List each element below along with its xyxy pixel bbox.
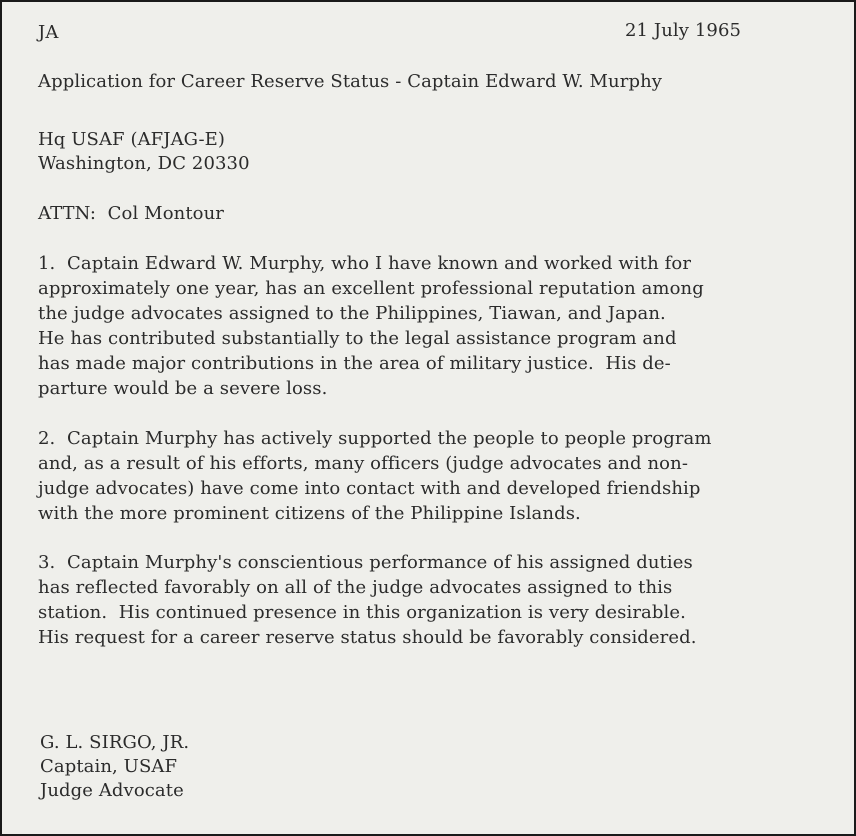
paragraph-line: has reflected favorably on all of the judge advocates assigned to this	[38, 577, 673, 598]
office-symbol: JA	[38, 22, 59, 43]
paragraph-line: judge advocates) have come into contact with and developed friendship	[38, 478, 701, 499]
paragraph-line: the judge advocates assigned to the Philippines, Tiawan, and Japan.	[38, 303, 666, 324]
letter-date: 21 July 1965	[625, 20, 742, 41]
signature-rank: Captain, USAF	[40, 756, 178, 777]
paragraph-line: parture would be a severe loss.	[38, 378, 328, 399]
paragraph-line: 2. Captain Murphy has actively supported the people to people program	[38, 428, 712, 449]
paragraph-line: 1. Captain Edward W. Murphy, who I have known and worked with for	[38, 253, 692, 274]
paragraph-line: has made major contributions in the area of military justice. His de-	[38, 353, 671, 374]
paragraph-line: with the more prominent citizens of the Philippine Islands.	[38, 503, 581, 524]
paragraph-line: His request for a career reserve status should be favorably considered.	[38, 627, 697, 648]
subject-line: Application for Career Reserve Status - Captain Edward W. Murphy	[38, 71, 663, 92]
attention-line: ATTN: Col Montour	[38, 203, 224, 224]
signature-name: G. L. SIRGO, JR.	[40, 732, 190, 753]
paragraph-line: 3. Captain Murphy's conscientious performance of his assigned duties	[38, 552, 693, 573]
paragraph-line: station. His continued presence in this organization is very desirable.	[38, 602, 686, 623]
addressee-line-1: Hq USAF (AFJAG-E)	[38, 129, 226, 150]
addressee-line-2: Washington, DC 20330	[38, 153, 250, 174]
paragraph-line: and, as a result of his efforts, many officers (judge advocates and non-	[38, 453, 688, 474]
paragraph-line: He has contributed substantially to the legal assistance program and	[38, 328, 677, 349]
signature-title: Judge Advocate	[40, 780, 184, 801]
paragraph-line: approximately one year, has an excellent professional reputation among	[38, 278, 704, 299]
